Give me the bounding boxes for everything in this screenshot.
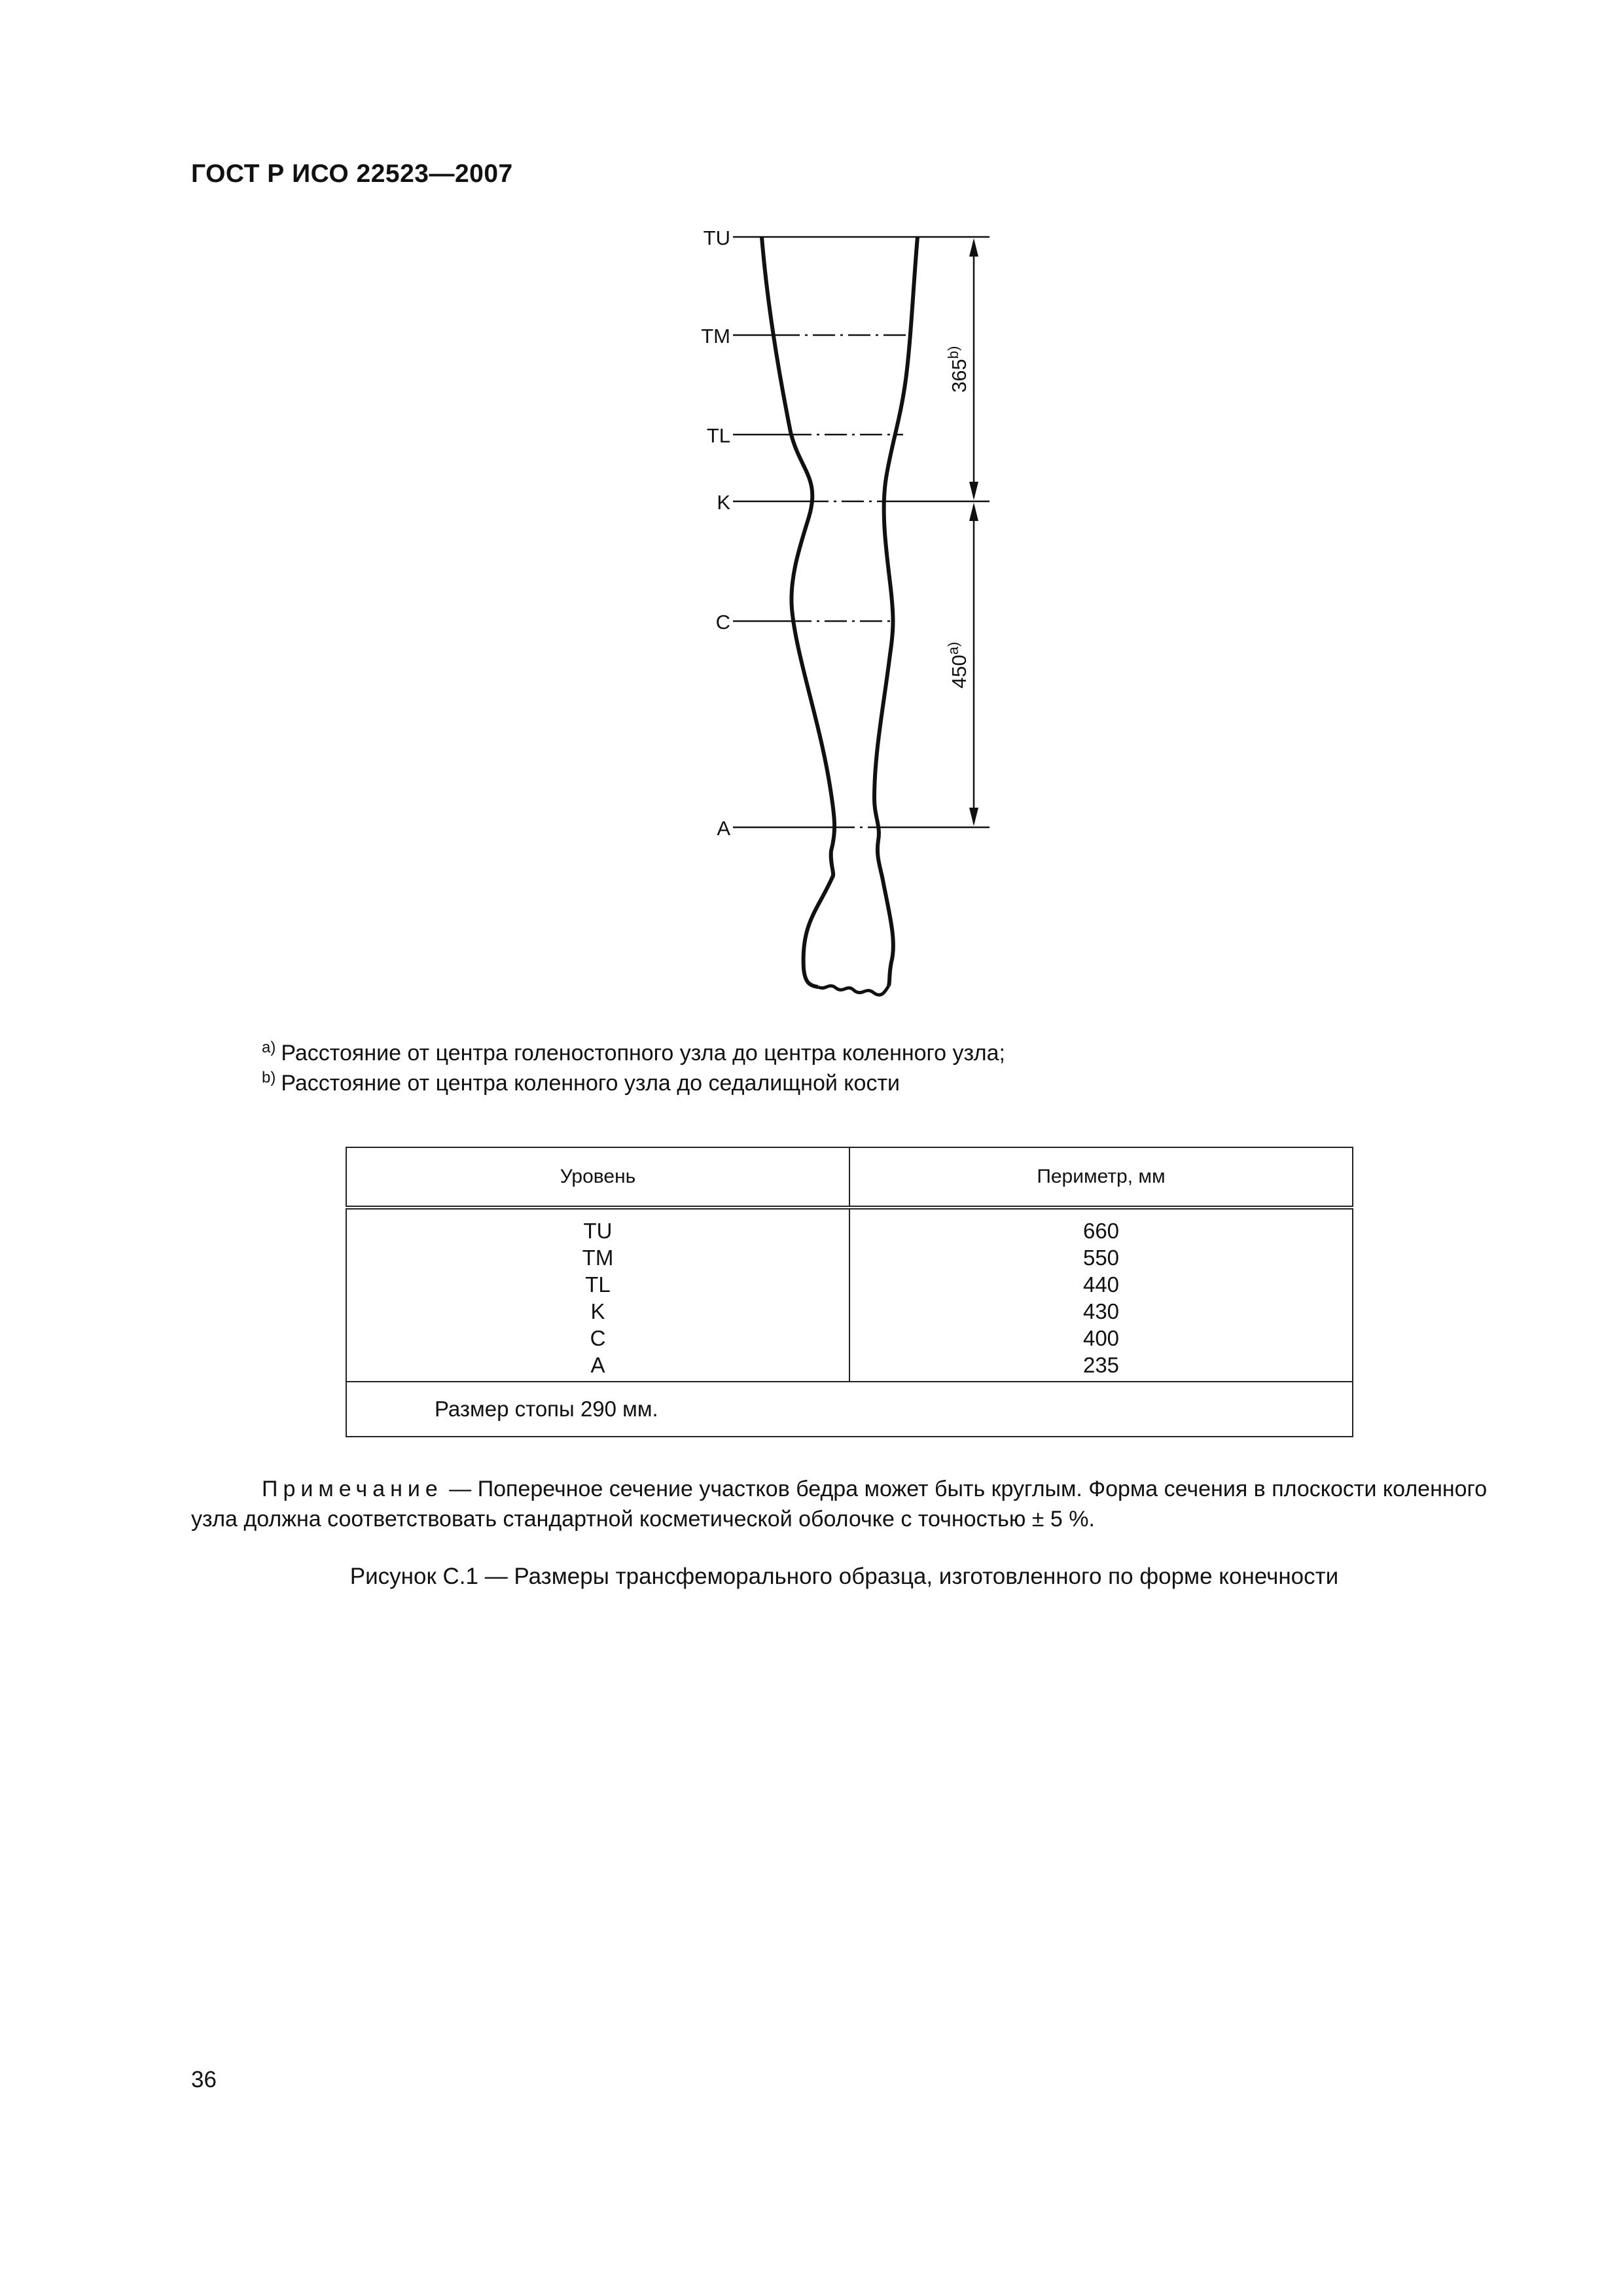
footnote-a-mark: a) [262,1039,276,1056]
level-label-tu: TU [703,226,730,249]
level-label-k: K [717,491,730,514]
dimension-upper-note: b) [945,346,961,359]
table-level-cell: TU [583,1219,613,1243]
note-text: — Поперечное сечение участков бедра может быть круглым. Форма сечения в плоскости коленного узла должна соответствовать стандартной косметической оболочке с точностью ± 5 %. [191,1477,1488,1532]
arrowhead-upper-bottom [969,482,978,500]
figure-caption: Рисунок С.1 — Размеры трансфеморального образца, изготовленного по форме конечности [349,1564,1339,1589]
leg-outline-toes [818,986,889,995]
dimension-lower-value: 450 [948,655,971,689]
arrowhead-lower-top [969,503,978,521]
level-label-tl: TL [706,424,730,447]
note-lead: Примечание [262,1477,443,1501]
table-perimeter-cell: 400 [1082,1326,1120,1350]
limb-figure [0,0,1623,1047]
table-level-cell: C [590,1326,606,1350]
table-perimeter-column [849,1208,1353,1382]
table-perimeter-cell: 235 [1082,1353,1120,1377]
leg-outline-outer [762,237,834,987]
page-number: 36 [191,2067,217,2092]
svg-text:450a) [945,642,971,689]
footnote-b-text: Расстояние от центра коленного узла до седалищной кости [281,1071,901,1096]
dimension-lower-note: a) [945,641,961,655]
footnote-a-text: Расстояние от центра голеностопного узла до центра коленного узла; [281,1041,1005,1066]
table-perimeter-cell: 440 [1082,1272,1120,1297]
table-level-cell: TL [585,1272,611,1297]
perimeter-table [346,1147,1353,1437]
svg-text:365b) [945,346,971,393]
table-level-cell: TM [582,1246,614,1270]
table-header-perimeter: Периметр, мм [849,1147,1353,1208]
footnote-b-mark: b) [262,1069,276,1086]
arrowhead-upper-top [969,238,978,257]
footnote-b [262,1071,900,1096]
table-perimeter-cell: 550 [1082,1246,1120,1270]
footnote-a [262,1041,1005,1066]
table-level-column [346,1208,849,1382]
table-perimeter-cell: 660 [1082,1219,1120,1243]
table-level-cell: A [590,1353,605,1377]
note-paragraph [191,1474,1500,1534]
table-foot-size-note: Размер стопы 290 мм. [346,1382,1353,1437]
table-perimeter-cell: 430 [1082,1299,1120,1323]
document-header: ГОСТ Р ИСО 22523—2007 [191,160,513,188]
dimension-upper-value: 365 [948,359,971,393]
level-label-c: C [715,611,730,634]
table-header-level: Уровень [346,1147,849,1208]
leg-outline-inner [874,237,918,986]
level-label-tm: TM [701,325,730,348]
arrowhead-lower-bottom [969,808,978,826]
table-level-cell: K [590,1299,605,1323]
level-label-a: A [717,817,730,840]
